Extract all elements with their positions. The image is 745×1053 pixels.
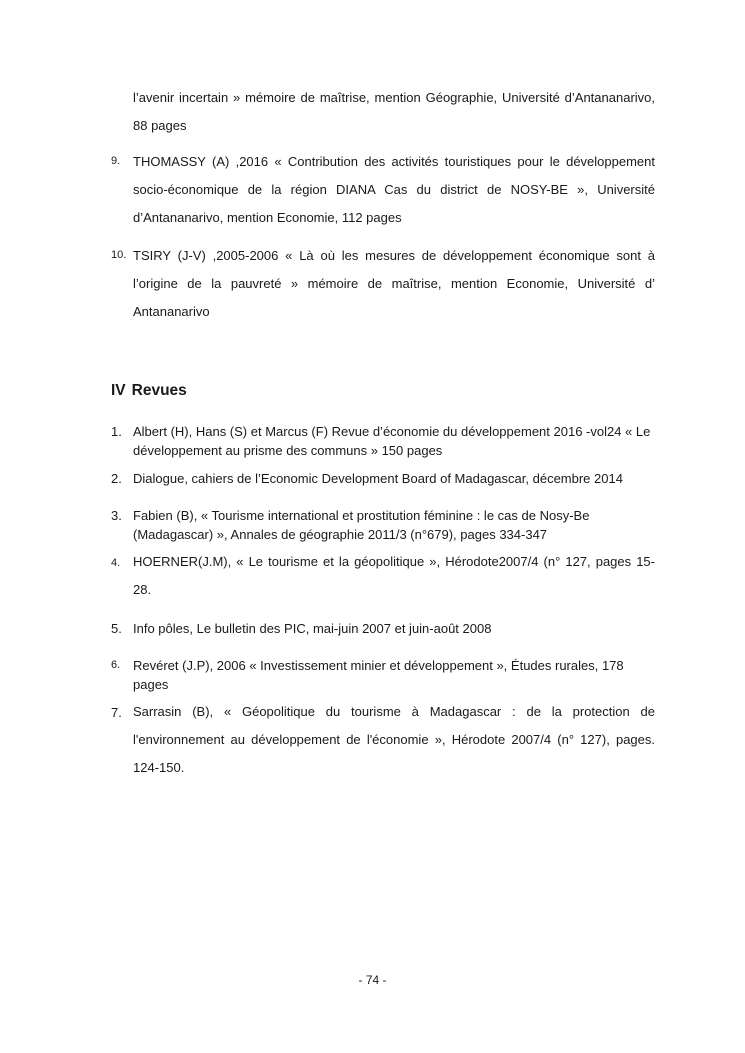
section-title: Revues [131,382,187,399]
thesis-9-text: THOMASSY (A) ,2016 « Contribution des activités touristiques pour le développement socio-économique de la région DIANA Cas du district de NOSY-BE », Université d’Antananarivo, mention Economie, 112 pages [133,154,655,225]
revue-6-text: Revéret (J.P), 2006 « Investissement minier et développement », Études rurales, 178 pages [133,658,624,692]
page-number: - 74 - [358,973,387,987]
revue-7-text: Sarrasin (B), « Géopolitique du tourisme à Madagascar : de la protection de l'environnement au développement de l'économie », Hérodote 2007/4 (n° 127), pages. 124-150. [133,704,655,775]
revue-3-text: Fabien (B), « Tourisme international et prostitution féminine : le cas de Nosy-Be (Madagascar) », Annales de géographie 2011/3 (n°679), pages 334-347 [133,508,590,542]
revue-2-number: 2. [111,471,122,486]
revue-5-number: 5. [111,621,122,636]
thesis-10-text: TSIRY (J-V) ,2005-2006 « Là où les mesures de développement économique sont à l’origine de la pauvreté » mémoire de maîtrise, mention Economie, Université d’ Antananarivo [133,248,655,319]
revue-4-number: 4. [111,557,121,569]
section-heading [111,381,187,401]
revue-4-text: HOERNER(J.M), « Le tourisme et la géopolitique », Hérodote2007/4 (n° 127, pages 15-28. [133,554,655,597]
revue-3-number: 3. [111,508,122,523]
revue-6-number: 6. [111,659,121,671]
thesis-10-number: 10. [111,249,127,261]
continuation-text: l’avenir incertain » mémoire de maîtrise, mention Géographie, Université d’Antananarivo, 88 pages [133,90,655,133]
revue-5-text: Info pôles, Le bulletin des PIC, mai-juin 2007 et juin-août 2008 [133,621,492,636]
revue-1-text: Albert (H), Hans (S) et Marcus (F) Revue d’économie du développement 2016 -vol24 « Le développement au prisme des communs » 150 pages [133,424,651,458]
section-number: IV [111,382,126,399]
thesis-9-number: 9. [111,155,121,167]
revue-2-text: Dialogue, cahiers de l’Economic Development Board of Madagascar, décembre 2014 [133,471,623,486]
revue-7-number: 7. [111,705,122,720]
revue-1-number: 1. [111,424,122,439]
